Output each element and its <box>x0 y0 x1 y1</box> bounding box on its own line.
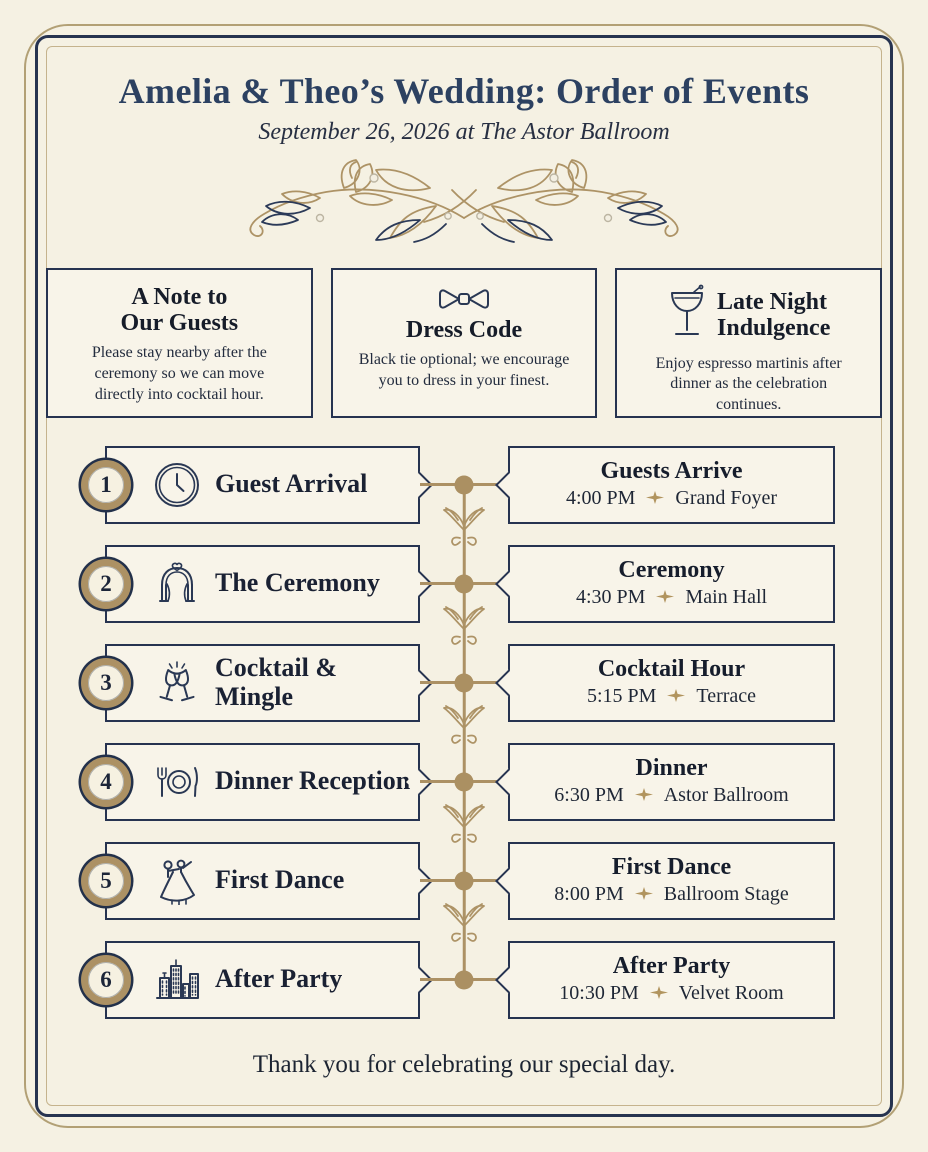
clock-icon <box>153 461 201 509</box>
event-title: Guests Arrive <box>600 458 743 484</box>
timeline-left-box <box>100 743 420 821</box>
timeline-right-box <box>508 446 835 524</box>
info-card-late-night <box>615 268 882 418</box>
info-cards-row <box>46 268 882 418</box>
timeline-row <box>100 941 835 1019</box>
event-time: 4:00 PM <box>565 487 636 510</box>
step-number-badge: 3 <box>81 658 131 708</box>
step-label: First Dance <box>215 865 345 895</box>
timeline-left-box <box>100 644 420 722</box>
timeline-dot <box>455 574 474 593</box>
sparkle-icon <box>635 883 653 906</box>
step-number-badge: 6 <box>81 955 131 1005</box>
event-location: Grand Foyer <box>675 487 778 510</box>
timeline-dot <box>455 772 474 791</box>
timeline-row <box>100 545 835 623</box>
page-subtitle: September 26, 2026 at The Astor Ballroom <box>258 118 670 145</box>
event-title: Dinner <box>635 755 708 781</box>
step-number-badge: 4 <box>81 757 131 807</box>
timeline-right-box <box>508 545 835 623</box>
timeline-dot <box>455 673 474 692</box>
event-location: Ballroom Stage <box>663 883 789 906</box>
card-body: Black tie optional; we encourage you to dress in your finest. <box>358 350 570 389</box>
event-meta <box>587 685 756 708</box>
event-location: Velvet Room <box>678 982 784 1005</box>
card-title: Dress Code <box>405 316 523 343</box>
coupe-glass-icon <box>667 284 707 347</box>
city-skyline-icon <box>153 956 201 1004</box>
dancing-couple-icon <box>153 857 201 905</box>
timeline-row <box>100 743 835 821</box>
timeline-row <box>100 446 835 524</box>
timeline-left-box <box>100 941 420 1019</box>
step-number-badge: 2 <box>81 559 131 609</box>
event-title: First Dance <box>611 854 732 880</box>
event-meta <box>554 883 788 906</box>
event-location: Terrace <box>696 685 757 708</box>
step-number-badge: 5 <box>81 856 131 906</box>
event-time: 8:00 PM <box>554 883 624 906</box>
event-meta <box>554 784 788 807</box>
step-label: Dinner Reception <box>215 766 411 796</box>
timeline-left-box <box>100 842 420 920</box>
sparkle-icon <box>646 487 664 510</box>
event-meta <box>576 586 767 609</box>
step-label: Guest Arrival <box>215 469 368 499</box>
sparkle-icon <box>635 784 653 807</box>
card-body: Please stay nearby after the ceremony so we can move directly into cocktail hour. <box>91 344 267 403</box>
footer-message: Thank you for celebrating our special day. <box>252 1050 676 1078</box>
event-time: 5:15 PM <box>586 685 657 708</box>
event-time: 6:30 PM <box>554 784 624 807</box>
champagne-glasses-icon <box>153 659 201 707</box>
step-label: The Ceremony <box>215 568 380 598</box>
sparkle-icon <box>656 586 674 609</box>
timeline-dot <box>455 475 474 494</box>
bow-tie-icon <box>438 284 490 314</box>
timeline-left-box <box>100 545 420 623</box>
card-body: Enjoy espresso martinis after dinner as the celebration continues. <box>655 354 842 414</box>
event-title: Ceremony <box>618 557 725 583</box>
event-meta <box>566 487 777 510</box>
step-number-badge: 1 <box>81 460 131 510</box>
event-title: After Party <box>612 953 731 979</box>
timeline-row <box>100 644 835 722</box>
timeline-row <box>100 842 835 920</box>
step-label: Cocktail & Mingle <box>215 653 338 711</box>
card-title: A Note to Our Guests <box>120 283 239 336</box>
timeline-right-box <box>508 743 835 821</box>
dinner-setting-icon <box>153 758 201 806</box>
step-label: After Party <box>215 964 343 994</box>
timeline-left-box <box>100 446 420 524</box>
sparkle-icon <box>667 685 685 708</box>
event-time: 10:30 PM <box>559 982 639 1005</box>
timeline-right-box <box>508 941 835 1019</box>
floral-flourish-ornament <box>0 154 928 254</box>
sparkle-icon <box>650 982 668 1005</box>
card-header <box>667 284 830 347</box>
event-title: Cocktail Hour <box>597 656 746 682</box>
timeline-dot <box>455 970 474 989</box>
event-time: 4:30 PM <box>575 586 646 609</box>
info-card-dress-code <box>331 268 598 418</box>
timeline <box>100 446 835 1019</box>
info-card-note <box>46 268 313 418</box>
page-title: Amelia & Theo’s Wedding: Order of Events <box>118 71 810 111</box>
timeline-dot <box>455 871 474 890</box>
timeline-right-box <box>508 644 835 722</box>
wedding-arch-icon <box>153 560 201 608</box>
event-meta <box>559 982 783 1005</box>
event-location: Astor Ballroom <box>663 784 789 807</box>
card-title: Late Night Indulgence <box>717 288 831 342</box>
timeline-right-box <box>508 842 835 920</box>
event-location: Main Hall <box>685 586 768 609</box>
